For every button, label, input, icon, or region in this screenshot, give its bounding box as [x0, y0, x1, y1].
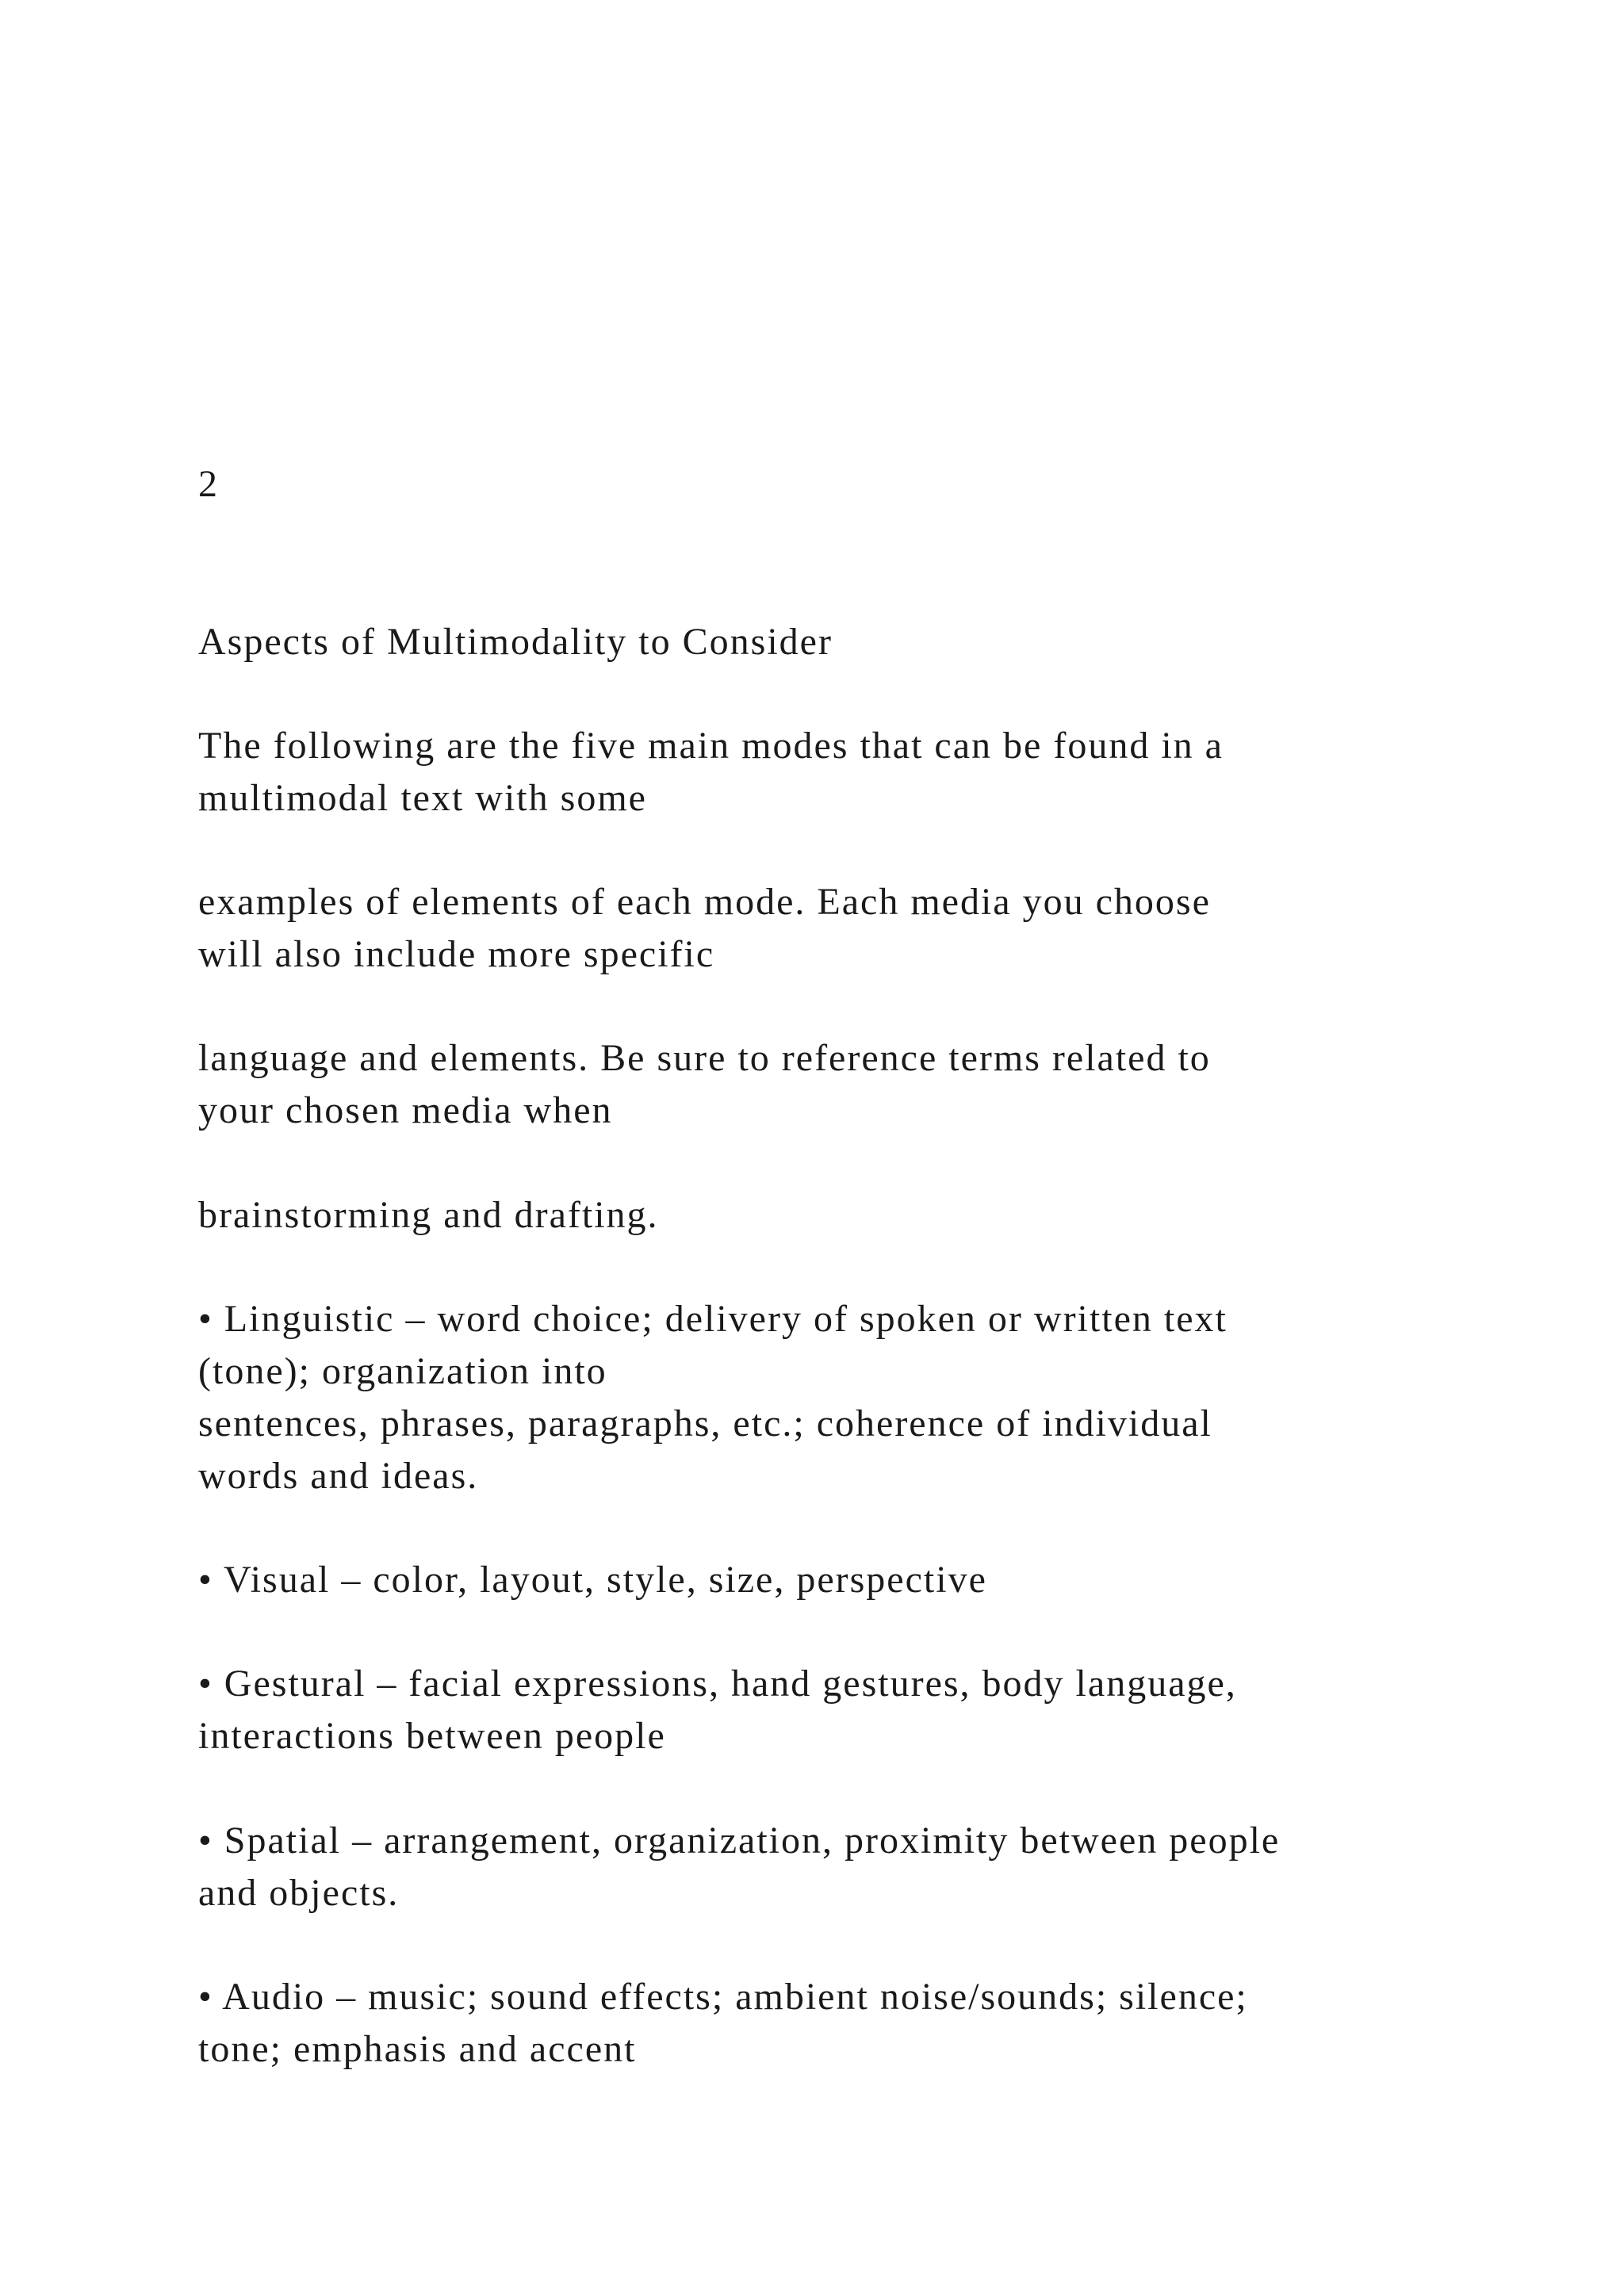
- mode-visual-line-1: • Visual – color, layout, style, size, perspective: [198, 1559, 987, 1601]
- mode-audio-line-1: • Audio – music; sound effects; ambient noise/sounds; silence;: [198, 1976, 1248, 2018]
- intro-paragraph-1-line-1: The following are the five main modes that can be found in a: [198, 725, 1224, 767]
- intro-paragraph-2-line-1: examples of elements of each mode. Each media you choose: [198, 881, 1211, 923]
- intro-paragraph-3-line-2: your chosen media when: [198, 1089, 613, 1131]
- mode-gestural-line-1: • Gestural – facial expressions, hand gestures, body language,: [198, 1663, 1237, 1705]
- intro-paragraph-4-line-1: brainstorming and drafting.: [198, 1194, 659, 1236]
- mode-gestural-line-2: interactions between people: [198, 1715, 666, 1757]
- mode-linguistic-line-1: • Linguistic – word choice; delivery of spoken or written text: [198, 1298, 1228, 1340]
- page-number: 2: [198, 463, 219, 505]
- intro-paragraph-3-line-1: language and elements. Be sure to reference terms related to: [198, 1037, 1211, 1079]
- mode-audio-line-2: tone; emphasis and accent: [198, 2028, 637, 2070]
- mode-linguistic-line-2: (tone); organization into: [198, 1350, 607, 1392]
- document-heading: Aspects of Multimodality to Consider: [198, 621, 833, 663]
- intro-paragraph-2-line-2: will also include more specific: [198, 933, 715, 975]
- mode-spatial-line-1: • Spatial – arrangement, organization, proximity between people: [198, 1820, 1281, 1862]
- mode-spatial-line-2: and objects.: [198, 1872, 400, 1914]
- intro-paragraph-1-line-2: multimodal text with some: [198, 777, 647, 819]
- mode-linguistic-line-4: words and ideas.: [198, 1455, 479, 1497]
- mode-linguistic-line-3: sentences, phrases, paragraphs, etc.; coherence of individual: [198, 1402, 1212, 1445]
